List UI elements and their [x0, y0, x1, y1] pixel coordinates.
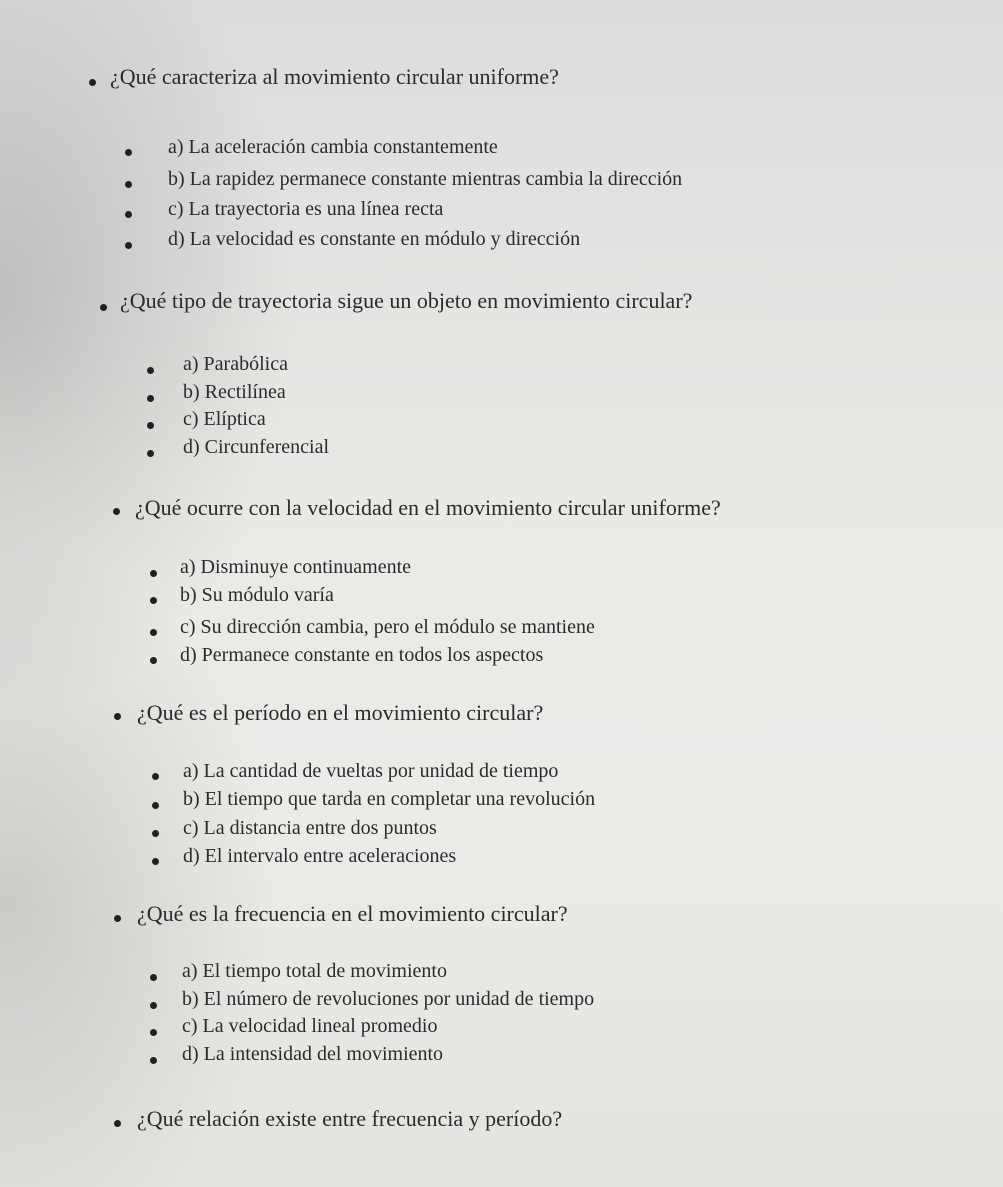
question-bullet — [114, 1120, 121, 1127]
question-2-text: ¿Qué tipo de trayectoria sigue un objeto en movimiento circular? — [120, 288, 693, 313]
option-bullet — [152, 858, 159, 865]
option-bullet — [152, 802, 159, 809]
question-1-option-a: a) La aceleración cambia constantemente — [168, 136, 498, 158]
question-3-text: ¿Qué ocurre con la velocidad en el movimiento circular uniforme? — [135, 495, 721, 520]
question-5-text: ¿Qué es la frecuencia en el movimiento circular? — [137, 901, 568, 926]
option-bullet — [147, 395, 154, 402]
option-bullet — [147, 422, 154, 429]
question-2-option-a: a) Parabólica — [183, 353, 288, 375]
question-1-option-b: b) La rapidez permanece constante mientras cambia la dirección — [168, 168, 683, 190]
option-bullet — [150, 1002, 157, 1009]
question-bullet — [89, 79, 96, 86]
question-5-option-c: c) La velocidad lineal promedio — [182, 1015, 438, 1037]
question-2-option-b: b) Rectilínea — [183, 381, 286, 403]
question-4-option-b: b) El tiempo que tarda en completar una revolución — [183, 788, 596, 810]
question-1-text: ¿Qué caracteriza al movimiento circular uniforme? — [110, 64, 559, 89]
option-bullet — [125, 211, 132, 218]
question-3-option-c: c) Su dirección cambia, pero el módulo se mantiene — [180, 616, 595, 638]
option-bullet — [147, 367, 154, 374]
question-2-option-d: d) Circunferencial — [183, 436, 330, 458]
question-4-option-d: d) El intervalo entre aceleraciones — [183, 845, 457, 867]
question-3-option-a: a) Disminuye continuamente — [180, 556, 412, 578]
option-bullet — [147, 450, 154, 457]
option-bullet — [125, 181, 132, 188]
question-1-option-d: d) La velocidad es constante en módulo y dirección — [168, 228, 581, 250]
option-bullet — [152, 830, 159, 837]
option-bullet — [125, 149, 132, 156]
option-bullet — [150, 1057, 157, 1064]
option-bullet — [150, 629, 157, 636]
question-bullet — [100, 304, 107, 311]
question-5-option-b: b) El número de revoluciones por unidad de tiempo — [182, 988, 595, 1010]
option-bullet — [150, 1029, 157, 1036]
option-bullet — [150, 974, 157, 981]
option-bullet — [150, 570, 157, 577]
question-2-option-c: c) Elíptica — [183, 408, 266, 430]
question-5-option-d: d) La intensidad del movimiento — [182, 1043, 444, 1065]
question-bullet — [114, 915, 121, 922]
question-bullet — [113, 508, 120, 515]
option-bullet — [150, 597, 157, 604]
question-6-text: ¿Qué relación existe entre frecuencia y período? — [137, 1106, 563, 1131]
question-bullet — [114, 713, 121, 720]
question-4-option-a: a) La cantidad de vueltas por unidad de tiempo — [183, 760, 559, 782]
question-1-option-c: c) La trayectoria es una línea recta — [168, 198, 444, 220]
question-4-option-c: c) La distancia entre dos puntos — [183, 817, 437, 839]
question-3-option-d: d) Permanece constante en todos los aspectos — [180, 644, 544, 666]
option-bullet — [125, 242, 132, 249]
option-bullet — [152, 773, 159, 780]
question-4-text: ¿Qué es el período en el movimiento circular? — [137, 700, 544, 725]
question-5-option-a: a) El tiempo total de movimiento — [182, 960, 447, 982]
question-3-option-b: b) Su módulo varía — [180, 584, 334, 606]
option-bullet — [150, 657, 157, 664]
